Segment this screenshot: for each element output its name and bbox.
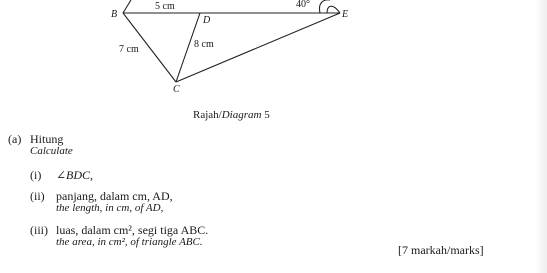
line-top-left: [123, 0, 131, 13]
part-label: (a): [8, 132, 22, 146]
stem-en: Calculate: [30, 145, 73, 157]
vertex-label-c: C: [173, 84, 180, 95]
vertex-label-e: E: [342, 9, 349, 20]
page-edge-shadow: [535, 0, 547, 273]
item-num-1: (i): [30, 168, 42, 182]
length-label-dc: 8 cm: [194, 39, 214, 50]
caption-en: Diagram: [221, 109, 262, 121]
caption-number: 5: [264, 109, 270, 121]
item-ms-3: luas, dalam cm², segi tiga ABC.: [56, 223, 209, 237]
item-num-3: (iii): [30, 223, 48, 237]
item-ms-1: ∠BDC,: [56, 168, 94, 182]
length-label-bd: 5 cm: [155, 1, 175, 12]
item-en-3: the area, in cm², of triangle ABC.: [56, 236, 203, 248]
item-en-2: the length, in cm, of AD,: [56, 202, 164, 214]
diagram-caption: [193, 110, 270, 121]
vertex-label-b: B: [111, 9, 118, 20]
caption-ms: Rajah/: [193, 109, 222, 121]
marks-label: [7 markah/marks]: [398, 243, 484, 257]
angle-arc-e: [319, 0, 330, 13]
angle-arc-e-outer: [327, 6, 340, 13]
length-label-bc: 7 cm: [119, 44, 139, 55]
angle-label-e: 40°: [296, 0, 310, 10]
item-num-2: (ii): [30, 189, 45, 203]
stem-ms: Hitung: [30, 132, 64, 146]
vertex-label-d: D: [203, 15, 211, 26]
item-ms-2: panjang, dalam cm, AD,: [56, 189, 173, 203]
